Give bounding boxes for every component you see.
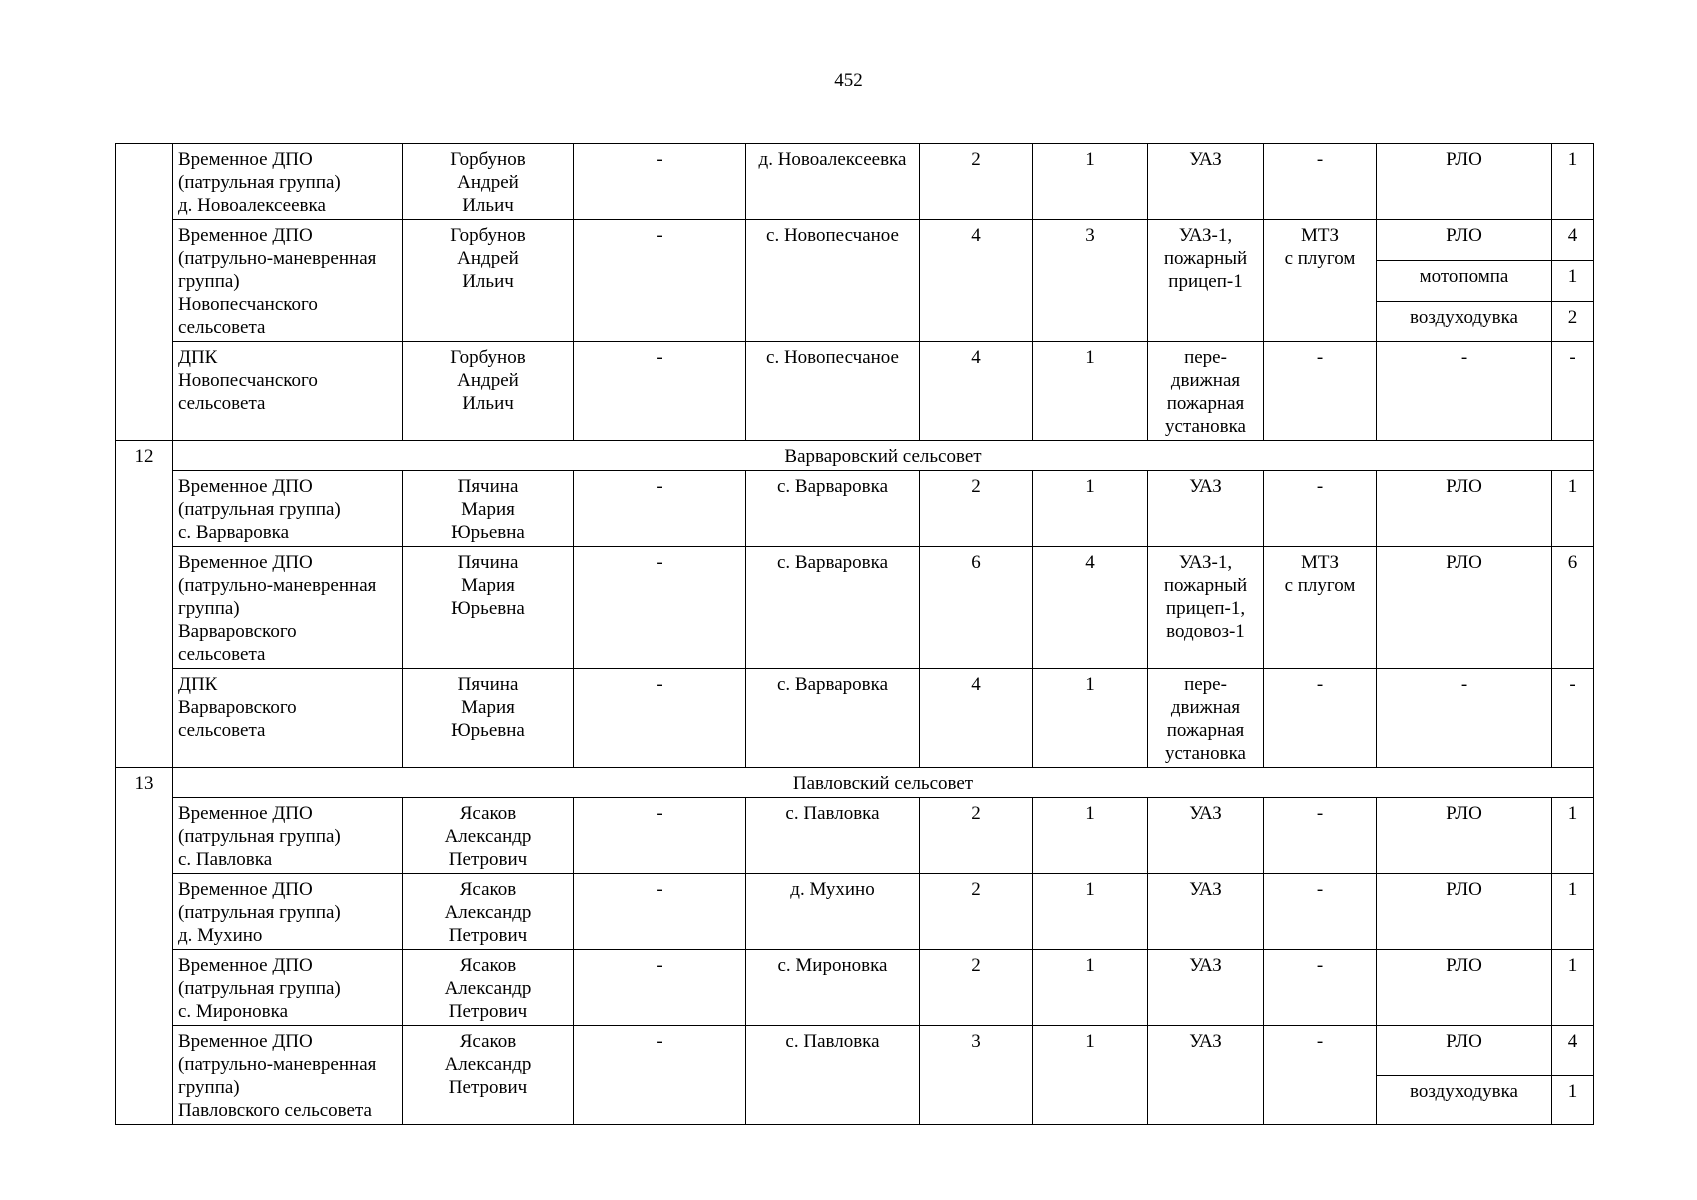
- head-name-cell: Горбунов Андрей Ильич: [403, 144, 574, 220]
- transport-cell: УАЗ-1, пожарный прицеп-1: [1148, 220, 1264, 342]
- units-count-cell: 1: [1033, 1026, 1148, 1125]
- section-header-row: [116, 768, 1594, 798]
- units-count-cell: 1: [1033, 798, 1148, 874]
- dash-cell: -: [574, 798, 746, 874]
- table-row: [116, 950, 1594, 1026]
- place-cell: с. Варваровка: [746, 669, 920, 768]
- equipment-qty-cell: 2: [1552, 302, 1594, 342]
- equipment-qty-cell: 1: [1552, 144, 1594, 220]
- place-cell: с. Мироновка: [746, 950, 920, 1026]
- place-cell: с. Павловка: [746, 798, 920, 874]
- place-cell: с. Варваровка: [746, 547, 920, 669]
- units-count-cell: 1: [1033, 342, 1148, 441]
- unit-name-cell: Временное ДПО (патрульная группа) д. Новоалексеевка: [173, 144, 403, 220]
- table-row: [116, 798, 1594, 874]
- tech-cell: -: [1264, 669, 1377, 768]
- people-count-cell: 2: [920, 144, 1033, 220]
- section-title: Павловский сельсовет: [173, 768, 1594, 798]
- dash-cell: -: [574, 342, 746, 441]
- transport-cell: УАЗ: [1148, 1026, 1264, 1125]
- head-name-cell: Горбунов Андрей Ильич: [403, 342, 574, 441]
- dash-cell: -: [574, 471, 746, 547]
- units-count-cell: 1: [1033, 669, 1148, 768]
- tech-cell: -: [1264, 1026, 1377, 1125]
- equipment-name-cell: РЛО: [1377, 950, 1552, 1026]
- tech-cell: МТЗ с плугом: [1264, 220, 1377, 342]
- people-count-cell: 2: [920, 471, 1033, 547]
- table-row: [116, 220, 1594, 261]
- equipment-qty-cell: 4: [1552, 1026, 1594, 1076]
- tech-cell: -: [1264, 874, 1377, 950]
- dash-cell: -: [574, 144, 746, 220]
- unit-name-cell: ДПК Варваровского сельсовета: [173, 669, 403, 768]
- table-row: [116, 1026, 1594, 1076]
- table-row: [116, 669, 1594, 768]
- unit-name-cell: ДПК Новопесчанского сельсовета: [173, 342, 403, 441]
- transport-cell: пере- движная пожарная установка: [1148, 342, 1264, 441]
- head-name-cell: Горбунов Андрей Ильич: [403, 220, 574, 342]
- head-name-cell: Ясаков Александр Петрович: [403, 1026, 574, 1125]
- equipment-qty-cell: 1: [1552, 950, 1594, 1026]
- equipment-name-cell: воздуходувка: [1377, 1076, 1552, 1125]
- place-cell: с. Новопесчаное: [746, 342, 920, 441]
- units-count-cell: 1: [1033, 950, 1148, 1026]
- unit-name-cell: Временное ДПО (патрульная группа) с. Мироновка: [173, 950, 403, 1026]
- equipment-qty-cell: 1: [1552, 798, 1594, 874]
- table-row: [116, 547, 1594, 669]
- units-count-cell: 1: [1033, 144, 1148, 220]
- people-count-cell: 2: [920, 874, 1033, 950]
- tech-cell: МТЗ с плугом: [1264, 547, 1377, 669]
- table-row: [116, 144, 1594, 220]
- dash-cell: -: [574, 220, 746, 342]
- people-count-cell: 4: [920, 220, 1033, 342]
- transport-cell: УАЗ: [1148, 874, 1264, 950]
- table-row: [116, 471, 1594, 547]
- equipment-name-cell: РЛО: [1377, 798, 1552, 874]
- equipment-name-cell: мотопомпа: [1377, 261, 1552, 302]
- units-count-cell: 4: [1033, 547, 1148, 669]
- place-cell: д. Новоалексеевка: [746, 144, 920, 220]
- equipment-name-cell: -: [1377, 669, 1552, 768]
- equipment-name-cell: РЛО: [1377, 471, 1552, 547]
- unit-name-cell: Временное ДПО (патрульно-маневренная группа) Павловского сельсовета: [173, 1026, 403, 1125]
- tech-cell: -: [1264, 144, 1377, 220]
- tech-cell: -: [1264, 342, 1377, 441]
- transport-cell: УАЗ: [1148, 144, 1264, 220]
- equipment-qty-cell: 1: [1552, 261, 1594, 302]
- units-count-cell: 1: [1033, 471, 1148, 547]
- head-name-cell: Пячина Мария Юрьевна: [403, 547, 574, 669]
- dash-cell: -: [574, 950, 746, 1026]
- equipment-name-cell: РЛО: [1377, 1026, 1552, 1076]
- people-count-cell: 4: [920, 342, 1033, 441]
- transport-cell: УАЗ: [1148, 798, 1264, 874]
- transport-cell: УАЗ: [1148, 471, 1264, 547]
- place-cell: с. Новопесчаное: [746, 220, 920, 342]
- unit-name-cell: Временное ДПО (патрульно-маневренная группа) Новопесчанского сельсовета: [173, 220, 403, 342]
- tech-cell: -: [1264, 798, 1377, 874]
- head-name-cell: Ясаков Александр Петрович: [403, 798, 574, 874]
- dash-cell: -: [574, 669, 746, 768]
- head-name-cell: Ясаков Александр Петрович: [403, 874, 574, 950]
- place-cell: с. Павловка: [746, 1026, 920, 1125]
- unit-name-cell: Временное ДПО (патрульная группа) д. Мухино: [173, 874, 403, 950]
- equipment-qty-cell: -: [1552, 669, 1594, 768]
- equipment-qty-cell: -: [1552, 342, 1594, 441]
- equipment-name-cell: РЛО: [1377, 874, 1552, 950]
- people-count-cell: 6: [920, 547, 1033, 669]
- equipment-qty-cell: 4: [1552, 220, 1594, 261]
- equipment-qty-cell: 1: [1552, 874, 1594, 950]
- equipment-qty-cell: 1: [1552, 1076, 1594, 1125]
- transport-cell: пере- движная пожарная установка: [1148, 669, 1264, 768]
- dash-cell: -: [574, 874, 746, 950]
- equipment-name-cell: РЛО: [1377, 220, 1552, 261]
- people-count-cell: 4: [920, 669, 1033, 768]
- section-title: Варваровский сельсовет: [173, 441, 1594, 471]
- equipment-name-cell: -: [1377, 342, 1552, 441]
- dash-cell: -: [574, 1026, 746, 1125]
- equipment-name-cell: РЛО: [1377, 547, 1552, 669]
- table-row: [116, 342, 1594, 441]
- transport-cell: УАЗ: [1148, 950, 1264, 1026]
- section-number-empty: [116, 144, 173, 441]
- equipment-name-cell: РЛО: [1377, 144, 1552, 220]
- people-count-cell: 3: [920, 1026, 1033, 1125]
- equipment-qty-cell: 1: [1552, 471, 1594, 547]
- place-cell: с. Варваровка: [746, 471, 920, 547]
- people-count-cell: 2: [920, 950, 1033, 1026]
- people-count-cell: 2: [920, 798, 1033, 874]
- head-name-cell: Пячина Мария Юрьевна: [403, 669, 574, 768]
- table-row: [116, 874, 1594, 950]
- fire-units-table: [115, 143, 1594, 1125]
- equipment-qty-cell: 6: [1552, 547, 1594, 669]
- section-header-row: [116, 441, 1594, 471]
- head-name-cell: Пячина Мария Юрьевна: [403, 471, 574, 547]
- tech-cell: -: [1264, 950, 1377, 1026]
- unit-name-cell: Временное ДПО (патрульная группа) с. Варваровка: [173, 471, 403, 547]
- units-count-cell: 1: [1033, 874, 1148, 950]
- unit-name-cell: Временное ДПО (патрульно-маневренная группа) Варваровского сельсовета: [173, 547, 403, 669]
- units-count-cell: 3: [1033, 220, 1148, 342]
- place-cell: д. Мухино: [746, 874, 920, 950]
- section-number: 13: [116, 768, 173, 1125]
- dash-cell: -: [574, 547, 746, 669]
- tech-cell: -: [1264, 471, 1377, 547]
- equipment-name-cell: воздуходувка: [1377, 302, 1552, 342]
- transport-cell: УАЗ-1, пожарный прицеп-1, водовоз-1: [1148, 547, 1264, 669]
- head-name-cell: Ясаков Александр Петрович: [403, 950, 574, 1026]
- page-number: 452: [834, 70, 863, 91]
- unit-name-cell: Временное ДПО (патрульная группа) с. Павловка: [173, 798, 403, 874]
- section-number: 12: [116, 441, 173, 768]
